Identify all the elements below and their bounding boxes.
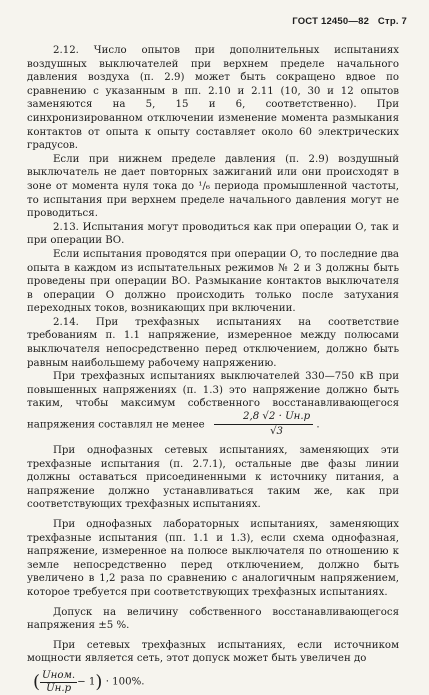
paragraph-text: При трехфазных испытаниях выключателей 330—750 кВ при повышенных напряжениях (п. 1.3) это напряжение должно быть таким, чтобы максимум собственного восстанавливающегося напряжения составлял не менее bbox=[27, 371, 399, 431]
paragraph: При сетевых трехфазных испытаниях, если источником мощности является сеть, этот допуск может быть увеличен до bbox=[27, 639, 399, 665]
formula-tail: . bbox=[316, 419, 320, 431]
paragraph-with-formula bbox=[27, 370, 399, 438]
paragraph: Если при нижнем пределе давления (п. 2.9) воздушный выключатель не дает повторных зажиганий или они происходят в зоне от момента нуля тока до ¹/₆ периода промышленной частоты, то испытания при верхнем пределе начального давления могут не проводиться. bbox=[27, 153, 399, 220]
page-header bbox=[292, 16, 407, 27]
formula-denominator: Uн.р bbox=[46, 682, 72, 694]
formula-tail: · 100%. bbox=[105, 676, 145, 688]
formula-numerator: 2,8 √2 · Uн.р bbox=[214, 411, 313, 425]
paragraph: 2.13. Испытания могут проводиться как при операции О, так и при операции ВО. bbox=[27, 221, 399, 247]
page-number: Стр. 7 bbox=[377, 16, 407, 27]
paragraph: При однофазных сетевых испытаниях, заменяющих эти трехфазные испытания (п. 2.7.1), остальные две фазы линии должны оставаться присоединенными к источнику питания, а напряжение должно устанавливаться таким же, как при соответствующих трехфазных испытаниях. bbox=[27, 445, 399, 511]
paragraph: 2.12. Число опытов при дополнительных испытаниях воздушных выключателей при верхнем пределе начального давления воздуха (п. 2.9) может быть сокращено вдвое по сравнению с указанным в пп. 2.10 и 2.11 (10, 30 и 12 опытов заменяются на 5, 15 и 6, соответственно). При синхронизированном отключении изменение момента размыкания контактов от опыта к опыту составляет около 60 электрических градусов. bbox=[27, 45, 399, 152]
standard-number: ГОСТ 12450—82 bbox=[292, 16, 370, 27]
paragraph: 2.14. При трехфазных испытаниях на соответствие требованиям п. 1.1 напряжение, измеренное между полюсами выключателя непосредственно перед отключением, должно быть равным наибольшему рабочему напряжению. bbox=[27, 316, 399, 369]
tolerance-formula: ( $\frac{\text{Uном.}}{Uн.р}$ − 1) · 100%. bbox=[33, 669, 145, 694]
paragraph: При однофазных лабораторных испытаниях, заменяющих трехфазные испытания (пп. 1.1 и 1.3), если схема однофазная, напряжение, измеренное на полюсе выключателя по отношению к земле непосредственно перед отключением, должно быть увеличено в 1,2 раза по сравнению с аналогичным напряжением, которое требуется при соответствующих трехфазных испытаниях. bbox=[27, 519, 399, 598]
voltage-formula bbox=[214, 411, 313, 438]
document-body bbox=[27, 44, 399, 695]
formula-denominator: √3 bbox=[270, 426, 284, 438]
formula-minus: − 1 bbox=[77, 676, 96, 688]
paragraph: Если испытания проводятся при операции О, то последние два опыта в каждом из испытательных режимов № 2 и 3 должны быть проведены при операции ВО. Размыкание контактов выключателя в операции О должно происходить только после затухания переходных токов, возникающих при включении. bbox=[27, 248, 399, 315]
paragraph: Допуск на величину собственного восстанавливающегося напряжения ±5 %. bbox=[27, 606, 399, 632]
formula-numerator: Uном. bbox=[42, 669, 76, 681]
